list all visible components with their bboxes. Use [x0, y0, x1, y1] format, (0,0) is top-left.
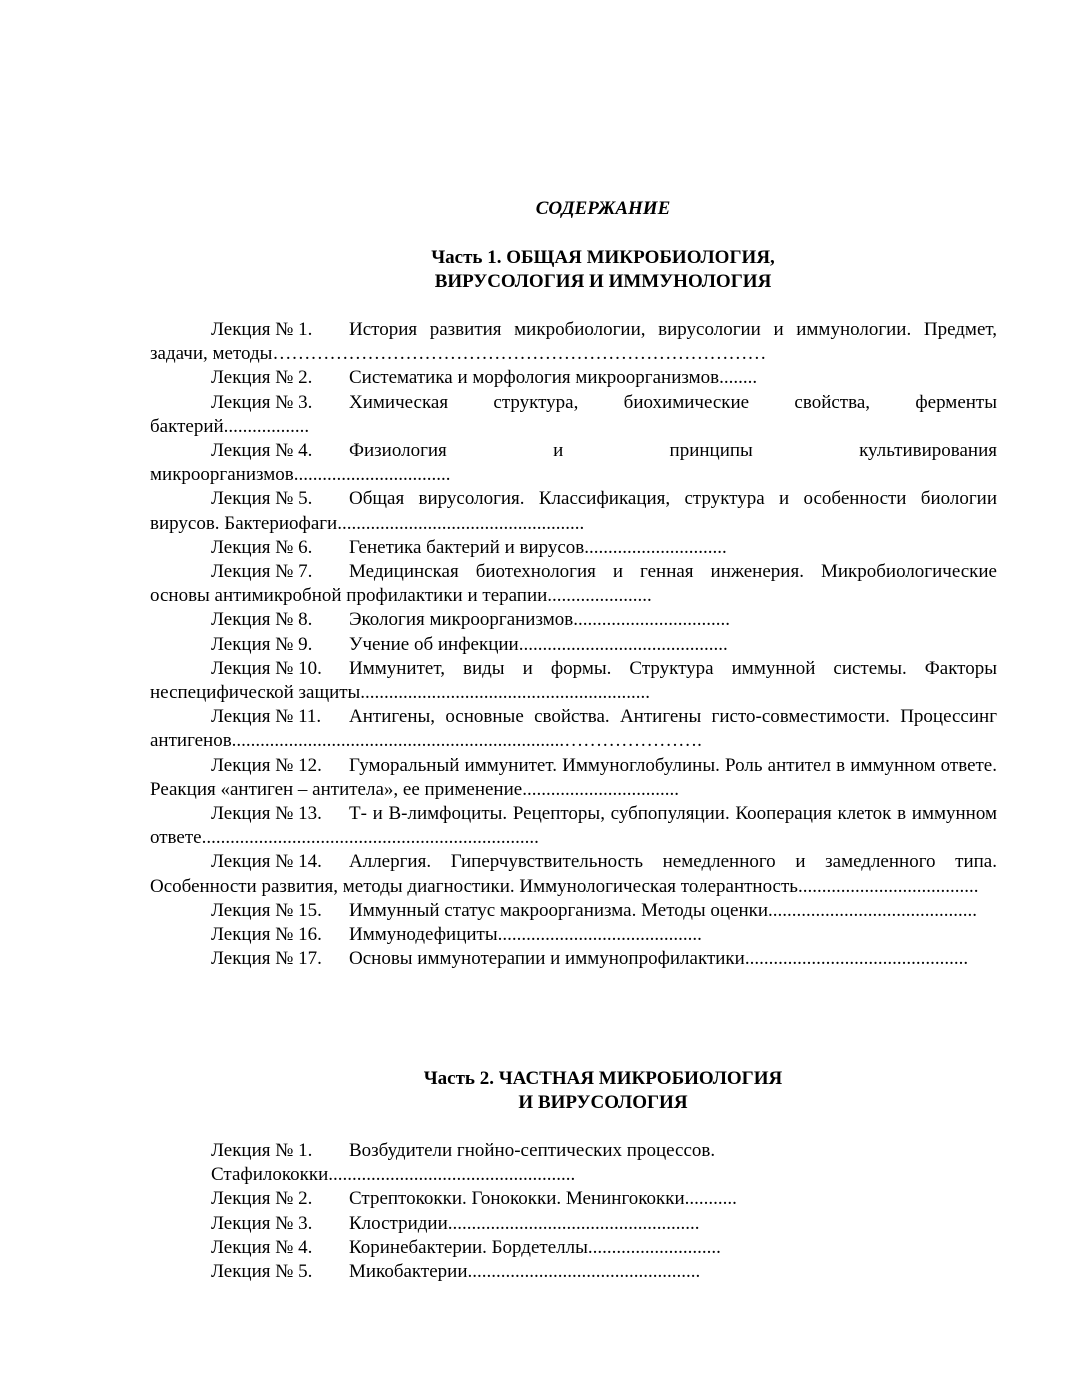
- toc-entry-label: Лекция № 17.: [211, 948, 322, 970]
- toc-entry-text: Иммунитет, виды и формы. Структура иммунной системы. Факторы неспецифической защиты.............................................................: [150, 657, 997, 704]
- toc-entry-text: Аллергия. Гиперчувствительность немедленного и замедленного типа. Особенности развития, методы диагностики. Иммунологическая толерантность......................................: [150, 851, 997, 897]
- toc-entry[interactable]: [150, 802, 997, 850]
- toc-entry[interactable]: [150, 899, 997, 923]
- part1-heading: [150, 246, 1056, 294]
- toc-entry-label: Лекция № 16.: [211, 924, 322, 946]
- toc-entry-label: Лекция № 2.: [211, 1188, 313, 1210]
- toc-entry[interactable]: [150, 705, 997, 753]
- toc-entry[interactable]: [150, 633, 997, 657]
- toc-entry[interactable]: [150, 1139, 997, 1163]
- toc-entry-text: Стрептококки. Гонококки. Менингококки...........: [349, 1188, 737, 1210]
- toc-entry-label: Лекция № 4.: [211, 440, 313, 462]
- part1-heading-line-1: Часть 1. ОБЩАЯ МИКРОБИОЛОГИЯ,: [431, 247, 775, 268]
- toc-entry-label: Лекция № 6.: [211, 536, 313, 558]
- part2-toc: [150, 1139, 997, 1284]
- toc-entry-text: Учение об инфекции............................................: [349, 633, 728, 655]
- toc-entry-label: Лекция № 9.: [211, 633, 313, 655]
- toc-entry-text: История развития микробиологии, вирусологии и иммунологии. Предмет, задачи, методы……………………………………………………………………: [150, 319, 997, 365]
- toc-title: СОДЕРЖАНИЕ: [535, 198, 671, 219]
- toc-entry-text: Иммунодефициты...........................................: [349, 924, 702, 946]
- toc-entry-label: Лекция № 1.: [211, 319, 313, 340]
- toc-entry[interactable]: [150, 1212, 997, 1236]
- toc-entry[interactable]: [150, 947, 997, 971]
- toc-entry-label: Лекция № 15.: [211, 899, 322, 921]
- toc-entry-text: Гуморальный иммунитет. Иммуноглобулины. Роль антител в иммунном ответе. Реакция «антиген – антитела», ее применение.................................: [150, 754, 997, 800]
- toc-entry-text: Экология микроорганизмов.................................: [349, 609, 730, 631]
- part1-toc: [150, 318, 997, 971]
- toc-entry-text: Возбудители гнойно-септических процессов.: [349, 1140, 716, 1161]
- toc-entry[interactable]: [150, 391, 997, 439]
- toc-entry-label: Лекция № 11.: [211, 706, 322, 728]
- toc-entry[interactable]: [150, 1260, 997, 1284]
- toc-entry-text: Клостридии.....................................................: [349, 1212, 700, 1234]
- toc-entry-label: Лекция № 1.: [211, 1140, 313, 1161]
- part1-heading-line-2: ВИРУСОЛОГИЯ И ИММУНОЛОГИЯ: [434, 271, 772, 293]
- toc-entry-label: Лекция № 5.: [211, 488, 313, 510]
- toc-entry[interactable]: [150, 487, 997, 535]
- part2-heading: [150, 1067, 1056, 1115]
- toc-entry-label: Лекция № 8.: [211, 609, 313, 631]
- toc-entry-label: Лекция № 10.: [211, 657, 322, 679]
- toc-entry-text: Систематика и морфология микроорганизмов........: [349, 367, 758, 389]
- toc-entry-text: Генетика бактерий и вирусов..............................: [349, 536, 727, 558]
- toc-entry[interactable]: [150, 850, 997, 898]
- toc-entry[interactable]: [150, 754, 997, 802]
- toc-entry-label: Лекция № 7.: [211, 561, 313, 583]
- toc-entry-label: Лекция № 12.: [211, 754, 322, 776]
- part2-heading-line-1: Часть 2. ЧАСТНАЯ МИКРОБИОЛОГИЯ: [423, 1068, 783, 1089]
- toc-entry-label: Лекция № 3.: [211, 391, 313, 413]
- toc-entry-label: Лекция № 2.: [211, 367, 313, 389]
- toc-entry-text: Микобактерии.................................................: [349, 1261, 701, 1283]
- toc-entry[interactable]: [150, 1236, 997, 1260]
- toc-entry-text: Коринебактерии. Бордетеллы............................: [349, 1236, 721, 1258]
- toc-entry-text: Общая вирусология. Классификация, структура и особенности биологии вирусов. Бактериофаги....................................................: [150, 488, 997, 534]
- toc-entry[interactable]: [150, 1187, 997, 1211]
- toc-entry-label: Лекция № 4.: [211, 1236, 313, 1258]
- toc-entry[interactable]: [150, 318, 997, 366]
- toc-entry-text: Иммунный статус макроорганизма. Методы оценки............................................: [349, 899, 978, 921]
- toc-entry-text: Химическая структура, биохимические свойства, ферменты бактерий..................: [150, 391, 997, 437]
- toc-entry[interactable]: [150, 439, 997, 487]
- toc-entry-text: Антигены, основные свойства. Антигены гисто-совместимости. Процессинг антигенов......................................................................………………….: [150, 706, 997, 752]
- toc-entry[interactable]: [150, 608, 997, 632]
- toc-entry-text: Физиология и принципы культивирования микроорганизмов.................................: [150, 440, 997, 486]
- toc-entry[interactable]: [150, 366, 997, 390]
- toc-entry[interactable]: [150, 923, 997, 947]
- toc-entry-text: Т- и В-лимфоциты. Рецепторы, субпопуляции. Кооперация клеток в иммунном ответе.......................................................................: [150, 803, 997, 849]
- toc-entry-text: Основы иммунотерапии и иммунопрофилактики...............................................: [349, 948, 969, 970]
- toc-entry-text: Медицинская биотехнология и генная инженерия. Микробиологические основы антимикробной профилактики и терапии......................: [150, 561, 997, 607]
- toc-entry[interactable]: [150, 560, 997, 608]
- toc-entry-label: Лекция № 5.: [211, 1261, 313, 1283]
- toc-entry-continuation: Стафилококки....................................................: [211, 1164, 576, 1186]
- toc-entry-label: Лекция № 3.: [211, 1212, 313, 1234]
- toc-entry-label: Лекция № 13.: [211, 803, 322, 825]
- toc-entry[interactable]: [150, 536, 997, 560]
- toc-entry-label: Лекция № 14.: [211, 851, 322, 873]
- part2-heading-line-2: И ВИРУСОЛОГИЯ: [518, 1092, 688, 1114]
- toc-entry[interactable]: [150, 657, 997, 705]
